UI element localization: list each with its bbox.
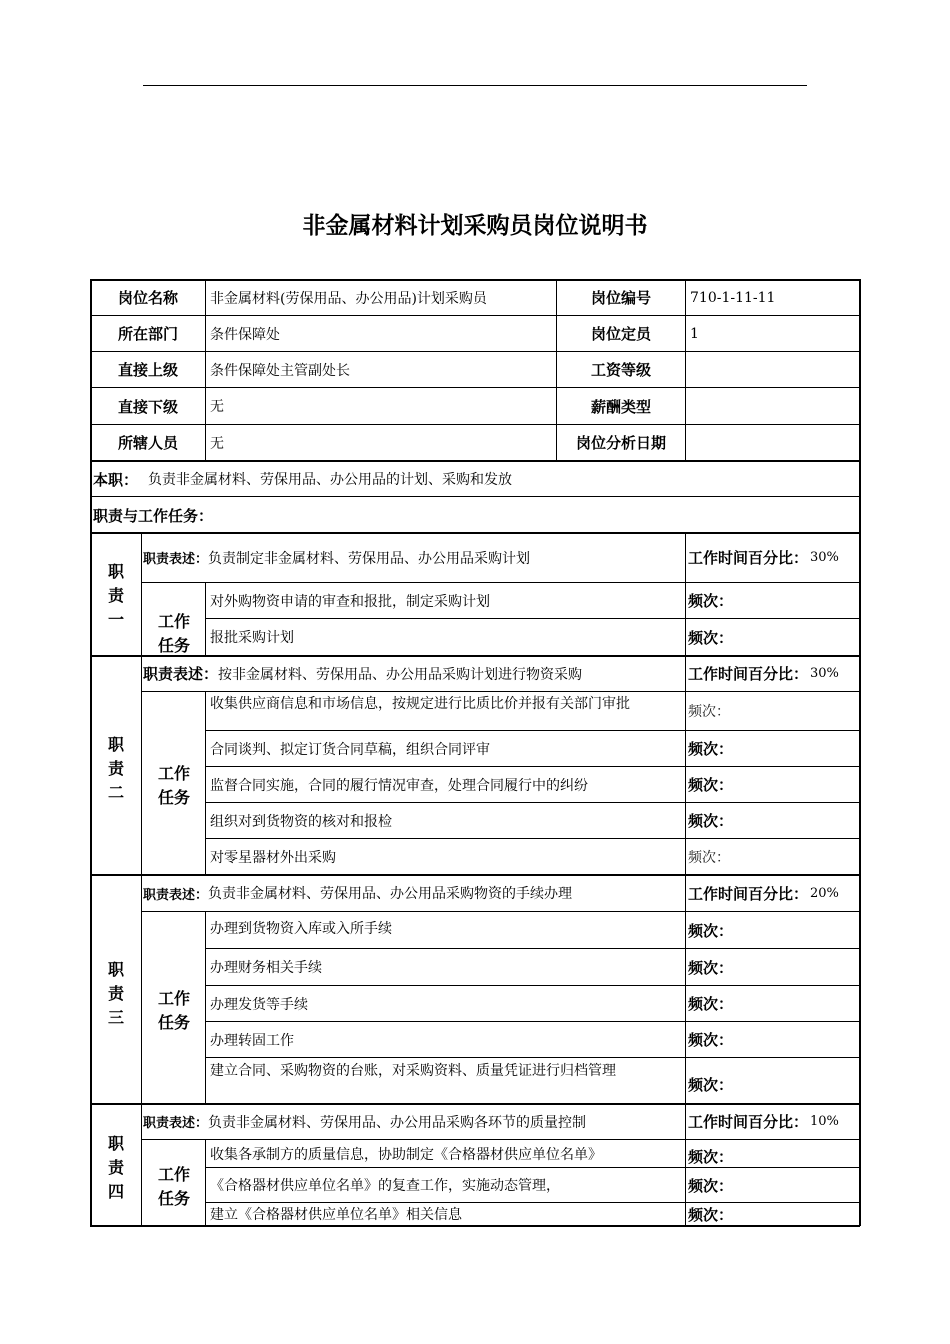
main-duty-row	[93, 462, 853, 496]
duty-3-task-4: 办理转固工作	[210, 1032, 294, 1049]
duty-1-task-1: 对外购物资申请的审查和报批，制定采购计划	[210, 593, 490, 610]
header-rule	[143, 85, 807, 86]
duty-2-label: 职责二	[107, 735, 124, 802]
position-code-label: 岗位编号	[590, 289, 651, 307]
duty-4-task-1: 收集各承制方的质量信息，协助制定《合格器材供应单位名单》	[210, 1146, 602, 1163]
duty-1-desc: 职责表述： 负责制定非金属材料、劳保用品、办公用品采购计划	[143, 550, 531, 567]
subordinate-label: 直接下级	[117, 397, 178, 416]
duty-3-task-3: 办理发货等手续	[210, 996, 308, 1013]
duty-4-task-1-freq: 频次：	[688, 1148, 734, 1166]
duty-2-task-3-freq: 频次：	[688, 776, 734, 794]
department-label: 所在部门	[117, 325, 178, 343]
duty-3-task-5-freq: 频次：	[688, 1076, 734, 1094]
duty-3-task-5: 建立合同、采购物资的台账，对采购资料、质量凭证进行归档管理	[210, 1063, 616, 1079]
staff-value: 无	[210, 435, 224, 452]
duty-1-task-label: 工作任务	[157, 612, 190, 655]
department-value: 条件保障处	[210, 326, 280, 343]
duty-2-desc: 职责表述： 按非金属材料、劳保用品、办公用品采购计划进行物资采购	[143, 665, 583, 683]
duty-3-task-2: 办理财务相关手续	[210, 960, 322, 976]
duty-3-task-4-freq: 频次：	[688, 1031, 734, 1049]
duty-2-task-5: 对零星器材外出采购	[210, 849, 336, 866]
duty-4-desc: 职责表述： 负责非金属材料、劳保用品、办公用品采购各环节的质量控制	[143, 1114, 587, 1131]
duty-2-task-2-freq: 频次：	[688, 740, 734, 758]
duties-header: 职责与工作任务：	[93, 506, 214, 525]
duty-2-task-2: 合同谈判、拟定订货合同草稿，组织合同评审	[210, 741, 490, 758]
page-title: 非金属材料计划采购员岗位说明书	[302, 213, 648, 239]
duty-2-task-3: 监督合同实施，合同的履行情况审查，处理合同履行中的纠纷	[210, 777, 588, 794]
duty-2-task-5-freq: 频次：	[688, 849, 730, 866]
duty-4-pct: 工作时间百分比： 10%	[688, 1113, 839, 1131]
duty-3-task-2-freq: 频次：	[688, 958, 734, 977]
position-code-value: 710-1-11-11	[690, 289, 776, 306]
position-name-value: 非金属材料(劳保用品、办公用品)计划采购员	[210, 290, 487, 307]
superior-value: 条件保障处主管副处长	[210, 362, 350, 379]
duty-1-task-2: 报批采购计划	[210, 630, 294, 646]
pay-type-label: 薪酬类型	[590, 397, 651, 416]
position-name-label: 岗位名称	[117, 289, 178, 307]
duty-4-task-3-freq: 频次：	[688, 1206, 734, 1224]
duty-1-task-2-freq: 频次：	[688, 628, 734, 647]
duty-4-task-3: 建立《合格器材供应单位名单》相关信息	[210, 1207, 462, 1223]
duty-3-task-1-freq: 频次：	[688, 921, 734, 940]
duty-4-task-2: 《合格器材供应单位名单》的复查工作，实施动态管理，	[210, 1178, 560, 1194]
staff-label: 所辖人员	[117, 434, 178, 452]
superior-label: 直接上级	[117, 361, 178, 379]
duty-1-task-1-freq: 频次：	[688, 592, 734, 610]
duty-3-task-label: 工作任务	[157, 989, 190, 1032]
duty-3-task-1: 办理到货物资入库或入所手续	[210, 921, 392, 937]
duty-2-task-4: 组织对到货物资的核对和报检	[210, 813, 392, 830]
duty-2-pct: 工作时间百分比： 30%	[688, 665, 839, 683]
duty-2-task-1: 收集供应商信息和市场信息，按规定进行比质比价并报有关部门审批	[210, 696, 630, 712]
duty-4-task-2-freq: 频次：	[688, 1176, 734, 1195]
analysis-date-label: 岗位分析日期	[575, 434, 666, 452]
duty-1-label: 职责一	[107, 562, 124, 629]
duty-3-pct: 工作时间百分比： 20%	[688, 884, 839, 903]
duty-4-task-label: 工作任务	[157, 1165, 190, 1208]
salary-grade-label: 工资等级	[590, 361, 651, 379]
main-duty-label: 本职：	[93, 470, 139, 489]
duty-2-task-4-freq: 频次：	[688, 812, 734, 830]
main-duty-text: 负责非金属材料、劳保用品、办公用品的计划、采购和发放	[148, 472, 513, 488]
headcount-label: 岗位定员	[590, 325, 651, 343]
duty-3-desc: 职责表述： 负责非金属材料、劳保用品、办公用品采购物资的手续办理	[143, 886, 573, 903]
duty-1-pct: 工作时间百分比： 30%	[688, 549, 839, 567]
headcount-value: 1	[690, 325, 699, 342]
duty-2-task-1-freq: 频次：	[688, 704, 730, 720]
duty-3-label: 职责三	[107, 960, 124, 1027]
duty-2-task-label: 工作任务	[157, 764, 190, 807]
subordinate-value: 无	[210, 399, 224, 415]
duty-4-label: 职责四	[107, 1134, 124, 1201]
duty-3-task-3-freq: 频次：	[688, 995, 734, 1013]
